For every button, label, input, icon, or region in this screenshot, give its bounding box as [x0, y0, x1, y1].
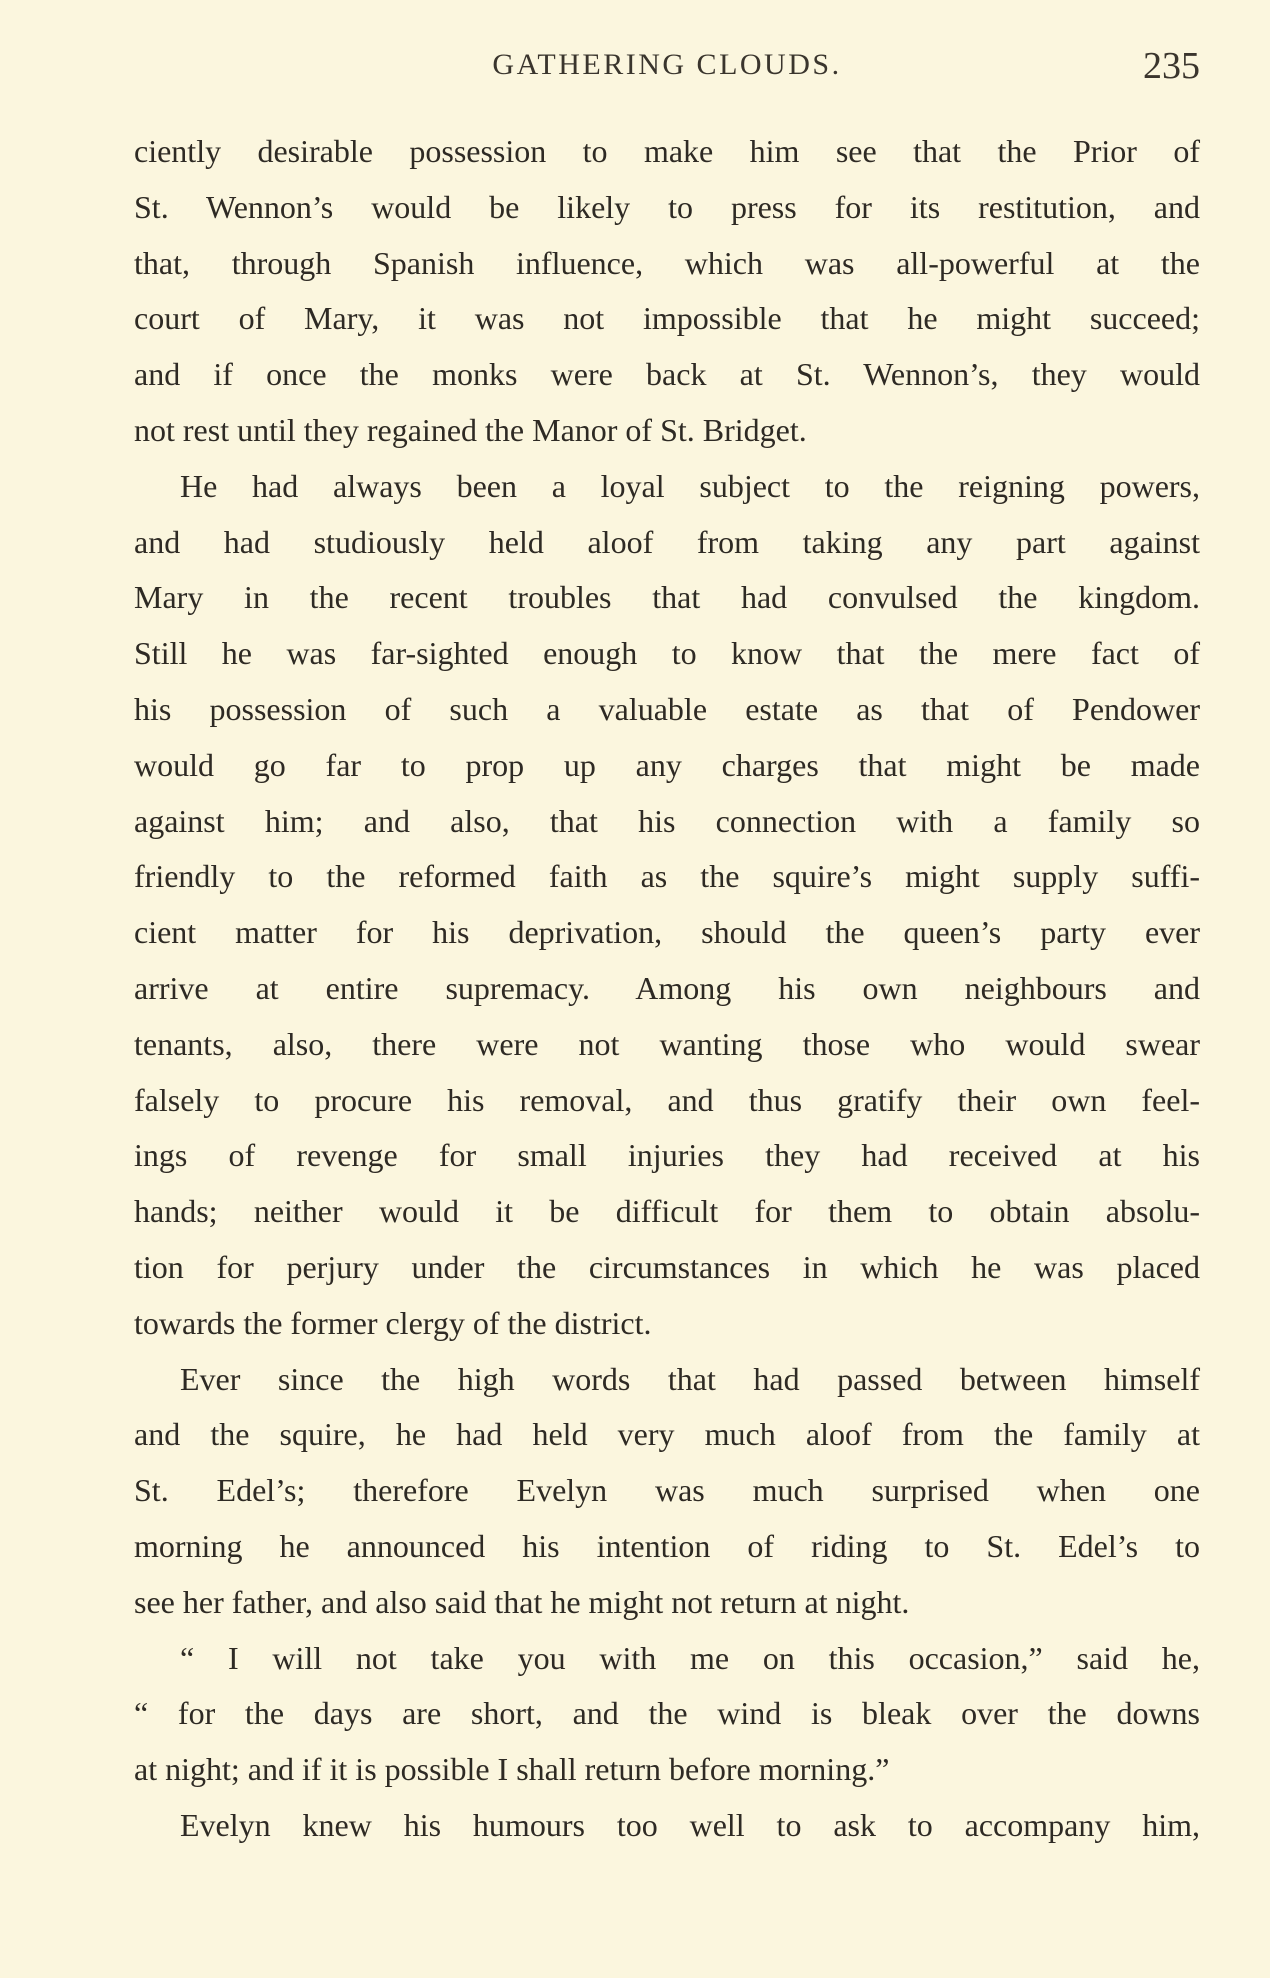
chapter-title: GATHERING CLOUDS. [492, 48, 842, 81]
text-line: that, through Spanish influence, which was all-powerful at the [134, 244, 1200, 281]
text-line: against him; and also, that his connection with a family so [134, 802, 1200, 839]
paragraph-start-line: He had always been a loyal subject to the reigning powers, [180, 467, 1200, 504]
text-line: his possession of such a valuable estate as that of Pendower [134, 690, 1200, 727]
text-line: would go far to prop up any charges that might be made [134, 746, 1200, 783]
text-line: ings of revenge for small injuries they had received at his [134, 1137, 1200, 1174]
text-line: not rest until they regained the Manor of St. Bridget. [134, 411, 807, 448]
text-line: at night; and if it is possible I shall return before morning.” [134, 1751, 890, 1788]
text-line: see her father, and also said that he might not return at night. [134, 1583, 910, 1620]
text-line: Mary in the recent troubles that had convulsed the kingdom. [134, 579, 1200, 616]
text-line: court of Mary, it was not impossible that he might succeed; [134, 300, 1200, 337]
text-line: tion for perjury under the circumstances in which he was placed [134, 1248, 1200, 1285]
text-line: cient matter for his deprivation, should the queen’s party ever [134, 914, 1200, 951]
text-line: falsely to procure his removal, and thus gratify their own feel- [134, 1081, 1200, 1118]
text-line: ciently desirable possession to make him see that the Prior of [134, 133, 1200, 169]
text-line: St. Edel’s; therefore Evelyn was much surprised when one [134, 1472, 1200, 1509]
text-line: arrive at entire supremacy. Among his own neighbours and [134, 969, 1200, 1006]
text-line: and had studiously held aloof from taking any part against [134, 523, 1200, 560]
running-header [134, 44, 1200, 94]
text-line: hands; neither would it be difficult for them to obtain absolu- [134, 1193, 1200, 1230]
text-line: Still he was far-sighted enough to know that the mere fact of [134, 635, 1200, 672]
paragraph-start-line: Evelyn knew his humours too well to ask to accompany him, [180, 1806, 1200, 1843]
text-line: towards the former clergy of the district. [134, 1304, 652, 1341]
text-line: and the squire, he had held very much aloof from the family at [134, 1416, 1200, 1453]
text-line: morning he announced his intention of riding to St. Edel’s to [134, 1527, 1200, 1564]
paragraph-start-line: “ I will not take you with me on this occasion,” said he, [180, 1639, 1200, 1676]
text-line: and if once the monks were back at St. Wennon’s, they would [134, 356, 1200, 393]
text-line: “ for the days are short, and the wind is bleak over the downs [134, 1695, 1200, 1732]
text-line: friendly to the reformed faith as the squire’s might supply suffi- [134, 858, 1200, 895]
text-line: St. Wennon’s would be likely to press for its restitution, and [134, 188, 1200, 225]
paragraph-start-line: Ever since the high words that had passed between himself [180, 1360, 1200, 1397]
body-text [134, 124, 1200, 1854]
page-number: 235 [1143, 45, 1200, 87]
text-line: tenants, also, there were not wanting those who would swear [134, 1025, 1200, 1062]
